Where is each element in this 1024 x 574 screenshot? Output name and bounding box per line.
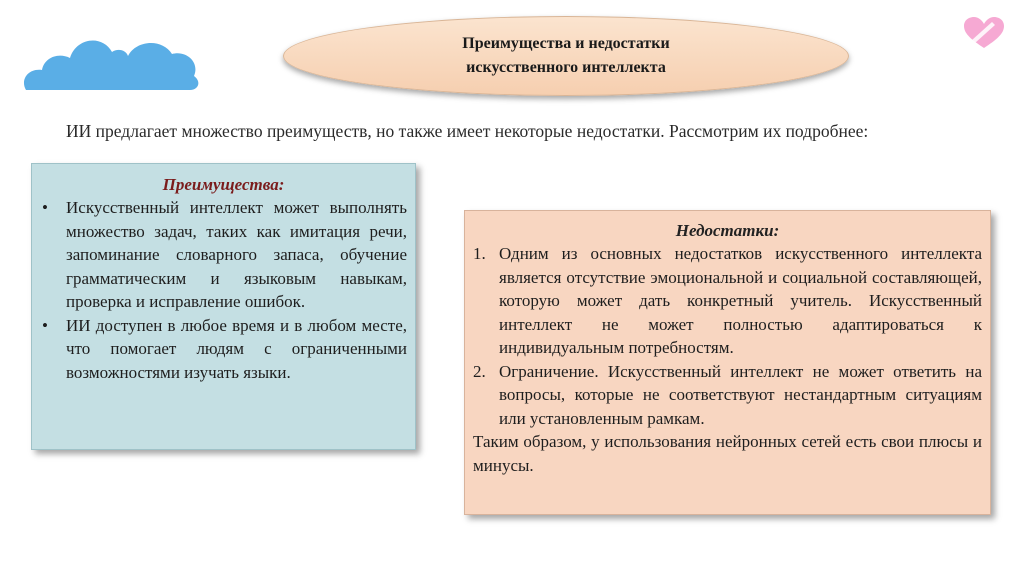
intro-text: ИИ предлагает множество преимуществ, но также имеет некоторые недостатки. Рассмотрим их подробнее: [66,121,869,141]
summary-text: Таким образом, у использования нейронных сетей есть свои плюсы и минусы. [473,432,982,475]
title-line-1: Преимущества и недостатки [462,35,670,52]
heart-icon [962,16,1006,50]
cloud-icon [22,22,200,92]
bullet-marker: • [42,315,48,335]
list-item [473,242,982,360]
disadvantages-heading: Недостатки: [675,221,780,240]
disadvantage-text: Одним из основных недостатков искусственного интеллекта является отсутствие эмоциональной и социальной составляющей, которую может дать конкретный учитель. Искусственный интеллект не может полностью адаптироваться к индивидуальным потребностям. [499,244,982,357]
disadvantage-text: Ограничение. Искусственный интеллект не может ответить на вопросы, которые не соответствуют нестандартным ситуациям или установленным рамкам. [499,361,982,428]
title-line-2: искусственного интеллекта [466,59,666,76]
list-item [40,196,407,314]
number-marker: 1. [473,244,486,263]
number-marker: 2. [473,361,486,381]
advantage-text: Искусственный интеллект может выполнять множество задач, таких как имитация речи, запоминание словарного запаса, обучение грамматическим и языковым навыкам, проверка и исправление ошибок. [66,198,407,311]
advantages-heading: Преимущества: [162,175,285,194]
title-banner [283,16,849,96]
disadvantages-panel [464,210,991,515]
list-item [40,314,407,385]
advantages-panel [31,163,416,450]
advantage-text: ИИ доступен в любое время и в любом месте, что помогает людям с ограниченными возможностями изучать языки. [66,315,407,382]
list-item [473,360,982,431]
bullet-marker: • [42,198,48,217]
